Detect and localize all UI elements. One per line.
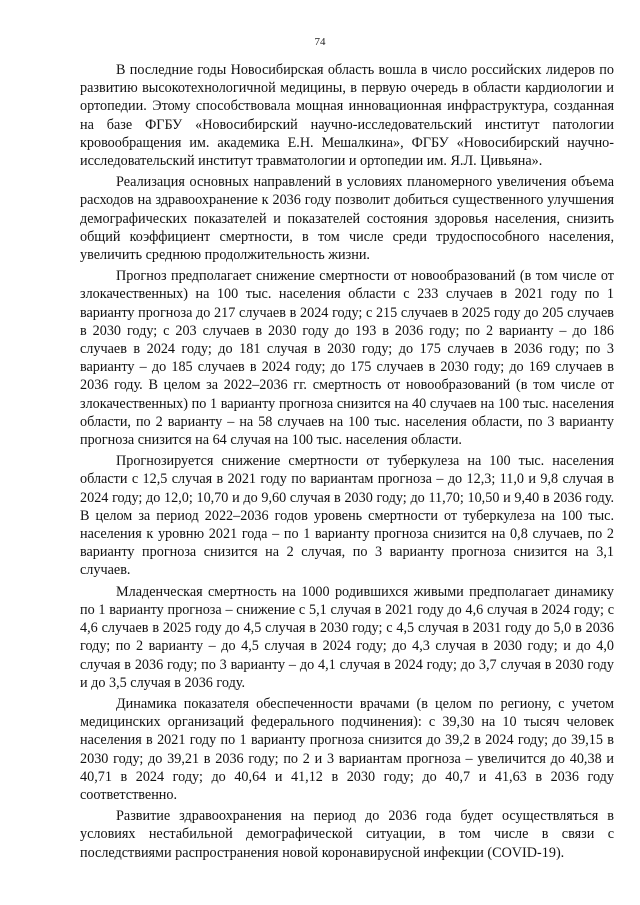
paragraph-infant-mortality: Младенческая смертность на 1000 родившихся живыми предполагает динамику по 1 варианту прогноза – снижение с 5,1 случая в 2021 году до 4,6 случая в 2024 году; с 4,6 случаев в 2025 году до 4,5 случая в 2030 году; с 4,5 случая в 2031 году до 5,0 в 2036 году; по 2 варианту – до 4,5 случая в 2024 году; до 4,3 случая в 2030 году; и до 4,0 случая в 2036 году; по 3 варианту – до 4,1 случая в 2024 году; до 3,7 случая в 2030 году и до 3,5 случая в 2036 году. (80, 583, 614, 691)
paragraph-high-tech-medicine: В последние годы Новосибирская область вошла в число российских лидеров по развитию высокотехнологичной медицины, в первую очередь в области кардиологии и ортопедии. Этому способствовала мощная инновационная инфраструктура, созданная на базе ФГБУ «Новосибирский научно-исследовательский институт патологии кровообращения им. академика Е.Н. Мешалкина», ФГБУ «Новосибирский научно-исследовательский институт травматологии и ортопедии им. Я.Л. Цивьяна». (80, 62, 614, 170)
paragraph-healthcare-spending: Реализация основных направлений в условиях планомерного увеличения объема расходов на здравоохранение к 2036 году позволит добиться существенного улучшения демографических показателей и показателей состояния здоровья населения, снизить общий коэффициент смертности, в том числе среди трудоспособного населения, увеличить среднюю продолжительность жизни. (80, 174, 614, 264)
paragraph-tuberculosis-mortality: Прогнозируется снижение смертности от туберкулеза на 100 тыс. населения области с 12,5 случая в 2021 году по вариантам прогноза – до 12,3; 11,0 и 9,8 случая в 2024 году; до 12,0; 10,70 и до 9,60 случая в 2030 году; до 11,70; 10,50 и 9,40 в 2036 году. В целом за период 2022–2036 годов уровень смертности от туберкулеза на 100 тыс. населения к уровню 2021 года – по 1 варианту прогноза снизится на 0,8 случаев, по 2 варианту прогноза снизится на 2 случая, по 3 варианту прогноза снизится на 3,1 случаев. (80, 453, 614, 579)
paragraph-healthcare-development: Развитие здравоохранения на период до 2036 года будет осуществляться в условиях нестабильной демографической ситуации, в том числе в связи с последствиями распространения новой коронавирусной инфекции (COVID-19). (80, 808, 614, 861)
body-text (80, 61, 614, 865)
paragraph-neoplasm-mortality: Прогноз предполагает снижение смертности от новообразований (в том числе от злокачественных) на 100 тыс. населения области с 233 случаев в 2021 году по 1 варианту прогноза до 217 случаев в 2024 году; с 215 случаев в 2025 году до 205 случаев в 2030 году; с 203 случаев в 2030 году до 193 в 2036 году; по 2 варианту – до 186 случаев в 2024 году; до 181 случая в 2030 году; до 175 случаев в 2036 году; по 3 варианту – до 185 случаев в 2024 году; до 175 случаев в 2030 году; до 169 случаев в 2036 году. В целом за 2022–2036 гг. смертность от новообразований (в том числе от злокачественных) по 1 варианту прогноза снизится на 40 случаев на 100 тыс. населения области, по 2 варианту – на 58 случаев на 100 тыс. населения области, по 3 варианту прогноза снизится на 64 случая на 100 тыс. населения области. (80, 268, 614, 449)
paragraph-doctor-availability: Динамика показателя обеспеченности врачами (в целом по региону, с учетом медицинских организаций федерального подчинения): с 39,30 на 10 тысяч человек населения в 2021 году по 1 варианту прогноза снизится до 39,2 в 2024 году; до 39,15 в 2030 году; до 39,21 в 2036 году; по 2 и 3 вариантам прогноза – увеличится до 40,38 и 40,71 в 2024 году; до 40,64 и 41,12 в 2030 году; до 40,7 и 41,63 в 2036 году соответственно. (80, 695, 614, 803)
page-number: 74 (314, 36, 326, 48)
